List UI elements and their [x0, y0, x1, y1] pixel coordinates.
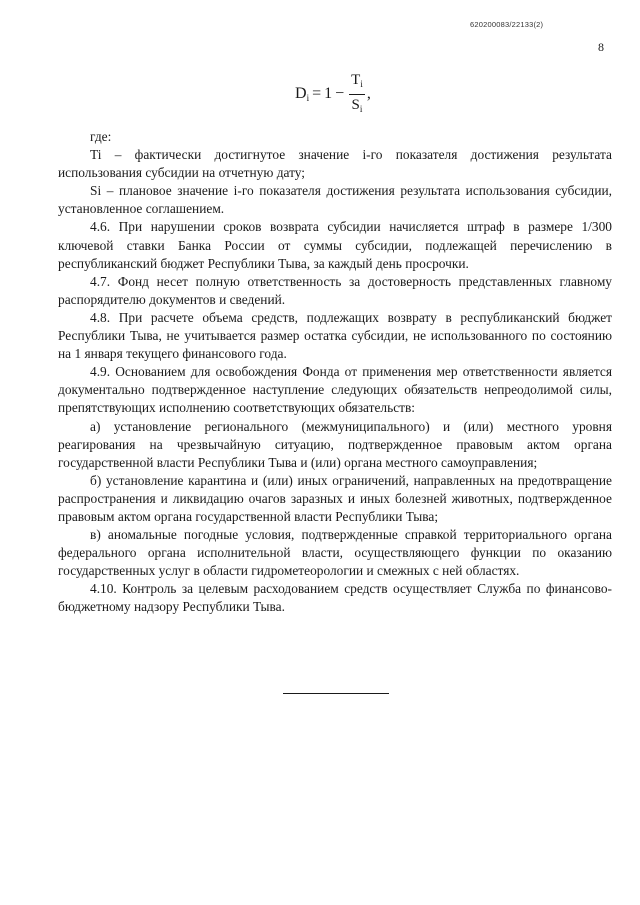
paragraph-si-definition: Si – плановое значение i-го показателя достижения результата использования субсидии, установленное соглашением.	[58, 183, 612, 217]
formula-numerator: $T_i$	[349, 71, 365, 95]
formula-comma: ,	[366, 85, 371, 102]
paragraph-4-8: 4.8. При расчете объема средств, подлежащих возврату в республиканский бюджет Республики Тыва, не учитывается размер остатка субсидии, не использованного по состоянию на 1 января текущего финансового года.	[58, 309, 612, 362]
paragraph-where: где:	[90, 129, 112, 144]
end-line-divider	[283, 693, 389, 694]
formula-fraction	[349, 71, 365, 118]
formula-denominator: $S_i$	[351, 96, 363, 114]
paragraph-4-7: 4.7. Фонд несет полную ответственность за достоверность представленных главному распорядителю документов и сведений.	[58, 273, 612, 307]
formula	[295, 70, 371, 118]
document-body	[58, 128, 612, 617]
paragraph-ti-definition: Ti – фактически достигнутое значение i-го показателя достижения результата использования субсидии на отчетную дату;	[58, 147, 612, 181]
formula-minus: −	[335, 85, 345, 102]
paragraph-4-9: 4.9. Основанием для освобождения Фонда от применения мер ответственности является документально подтвержденное наступление следующих обязательств непреодолимой силы, препятствующих исполнению соответствующих обязательств:	[58, 364, 612, 416]
paragraph-4-6: 4.6. При нарушении сроков возврата субсидии начисляется штраф в размере 1/300 ключевой ставки Банка России от суммы субсидии, подлежащей перечислению в республиканский бюджет Республики Тыва, за каждый день просрочки.	[58, 219, 612, 271]
formula-equals: =	[312, 85, 322, 102]
formula-lhs: $D_i$	[295, 85, 310, 103]
page-number: 8	[598, 40, 604, 54]
paragraph-4-9-v: в) аномальные погодные условия, подтвержденные справкой территориального органа федерального органа исполнительной власти, осуществляющего функции по оказанию государственных услуг в области гидрометеорологии и смежных с ней областях.	[58, 527, 612, 579]
formula-one: 1	[324, 85, 333, 102]
paragraph-4-10: 4.10. Контроль за целевым расходованием средств осуществляет Служба по финансово-бюджетному надзору Республики Тыва.	[58, 581, 612, 615]
paragraph-4-9-b: б) установление карантина и (или) иных ограничений, направленных на предотвращение распространения и ликвидацию очагов заразных и иных болезней животных, подтвержденное правовым актом органа государственной власти Республики Тыва;	[58, 472, 612, 524]
document-code: 620200083/22133(2)	[470, 20, 544, 29]
paragraph-4-9-a: а) установление регионального (межмуниципального) и (или) местного уровня реагирования на чрезвычайную ситуацию, подтвержденное правовым актом органа государственной власти Республики Тыва и (или) органа местного самоуправления;	[58, 418, 612, 470]
